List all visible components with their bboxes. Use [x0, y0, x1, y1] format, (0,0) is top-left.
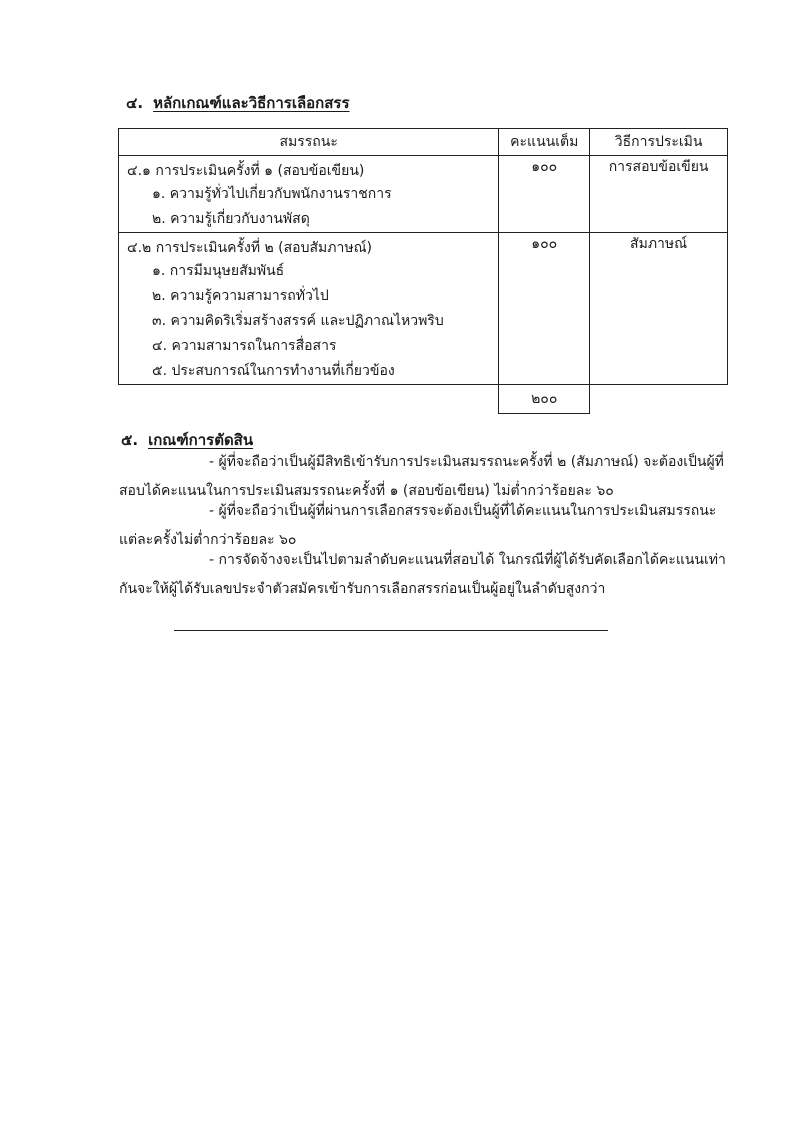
section-4-number: ๔.: [126, 94, 144, 112]
criteria-paragraph: - ผู้ที่จะถือว่าเป็นผู้ที่ผ่านการเลือกสรรจะต้องเป็นผู้ที่ได้คะแนนในการประเมินสมรรถนะแต่ละครั้งไม่ต่ำกว่าร้อยละ ๖๐: [119, 503, 717, 548]
criteria-paragraph: - การจัดจ้างจะเป็นไปตามลำดับคะแนนที่สอบได้ ในกรณีที่ผู้ได้รับคัดเลือกได้คะแนนเท่ากันจะให้ผู้ได้รับเลขประจำตัวสมัครเข้ารับการเลือกสรรก่อนเป็นผู้อยู่ในลำดับสูงกว่า: [119, 552, 726, 597]
assessment-2-method: สัมภาษณ์: [590, 233, 728, 385]
competency-cell: [119, 156, 499, 233]
assessment-1-item: ๑. ความรู้ทั่วไปเกี่ยวกับพนักงานราชการ: [152, 186, 392, 202]
header-full-score: คะแนนเต็ม: [499, 129, 590, 156]
total-score: ๒๐๐: [499, 385, 590, 414]
table-header-row: [119, 129, 728, 156]
closing-rule: [174, 630, 608, 631]
assessment-2-item: ๔. ความสามารถในการสื่อสาร: [152, 338, 337, 354]
assessment-1-title: ๔.๑ การประเมินครั้งที่ ๑ (สอบข้อเขียน): [127, 163, 365, 179]
assessment-2-item: ๓. ความคิดริเริ่มสร้างสรรค์ และปฏิภาณไหวพริบ: [152, 313, 444, 329]
section-4-heading: [126, 91, 350, 115]
table-row: [119, 156, 728, 233]
criteria-paragraph: - ผู้ที่จะถือว่าเป็นผู้มีสิทธิเข้ารับการประเมินสมรรถนะครั้งที่ ๒ (สัมภาษณ์) จะต้องเป็นผู้ที่สอบได้คะแนนในการประเมินสมรรถนะครั้งที่ ๑ (สอบข้อเขียน) ไม่ต่ำกว่าร้อยละ ๖๐: [119, 454, 724, 499]
assessment-1-item: ๒. ความรู้เกี่ยวกับงานพัสดุ: [152, 211, 310, 227]
competency-cell: [119, 233, 499, 385]
assessment-2-item: ๒. ความรู้ความสามารถทั่วไป: [152, 288, 329, 304]
assessment-2-score: ๑๐๐: [499, 233, 590, 385]
section-5-title: เกณฑ์การตัดสิน: [148, 431, 254, 449]
header-evaluation-method: วิธีการประเมิน: [590, 129, 728, 156]
assessment-2-item: ๑. การมีมนุษยสัมพันธ์: [152, 263, 285, 279]
section-5-number: ๕.: [121, 431, 139, 449]
table-row: [119, 233, 728, 385]
assessment-2-item: ๕. ประสบการณ์ในการทำงานที่เกี่ยวข้อง: [152, 363, 395, 379]
criteria-table: [118, 128, 728, 414]
assessment-1-score: ๑๐๐: [499, 156, 590, 233]
assessment-2-title: ๔.๒ การประเมินครั้งที่ ๒ (สอบสัมภาษณ์): [127, 240, 373, 256]
section-4-title: หลักเกณฑ์และวิธีการเลือกสรร: [153, 94, 350, 112]
total-row: [119, 385, 728, 414]
header-competency: สมรรถนะ: [119, 129, 499, 156]
assessment-1-method: การสอบข้อเขียน: [590, 156, 728, 233]
